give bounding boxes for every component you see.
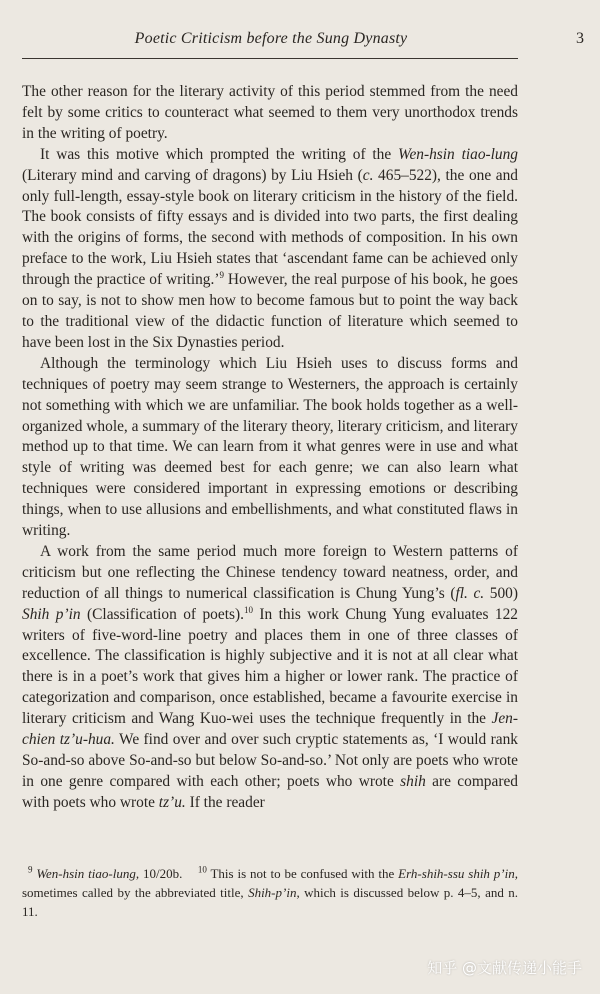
paragraph-3 <box>22 354 518 542</box>
watermark: 知乎 @文献传递小能手 <box>427 959 582 977</box>
footnote-9-text: 10/20b. <box>139 866 183 881</box>
footnote-10-title-2: Shih-p’in, <box>248 885 300 900</box>
p2-text-c: 465–522), the one and only full-length, essay-style book on literary criticism in the history of the field. The book consists of fifty essays and is divided into two parts, the first dealing with the origins of forms, the second with methods of composition. In his own preface to the work, Liu Hsieh states that ‘ascendant fame can be achieved only through the practice of writing.’ <box>22 166 519 289</box>
p4-text-a: A work from the same period much more foreign to Western patterns of criticism but one reflecting the Chinese tendency toward neatness, order, and reduction of all things to numerical classification is Chung Yung’s ( <box>22 542 518 602</box>
footnote-10-text-a: This is not to be confused with the <box>206 866 399 881</box>
term-shih: shih <box>400 772 426 790</box>
running-title: Poetic Criticism before the Sung Dynasty <box>134 30 408 47</box>
paragraph-2 <box>22 145 518 354</box>
footnote-10-mark: 10 <box>197 864 207 875</box>
footnote-9-title: Wen-hsin tiao-lung, <box>36 866 140 881</box>
p4-text-d: In this work Chung Yung evaluates 122 writers of five-word-line poetry and places them in one of three classes of excellence. The classification is highly subjective and it is not at all clear what there is in a poet’s work that gives him a higher or lower rank. The practice of categorization and comparison, once established, became a favourite exercise in literary criticism and Wang Kuo-wei uses the technique frequently in the <box>22 605 518 728</box>
body-text <box>22 82 518 814</box>
paragraph-1 <box>22 82 518 145</box>
footnote-9-mark: 9 <box>28 864 33 875</box>
paragraph-4 <box>22 542 518 814</box>
footnote-ref-9[interactable]: 9 <box>219 270 224 281</box>
footnote-ref-10[interactable]: 10 <box>243 604 253 615</box>
footnote-10-text-b: sometimes called by the abbreviated title, <box>22 885 249 900</box>
p2-text-a: It was this motive which prompted the writing of the <box>40 145 399 163</box>
running-head <box>22 30 584 54</box>
footnote-10-text-c: which is discussed below p. 4–5, and n. 11. <box>22 885 519 919</box>
floruit-abbrev: fl. c. <box>455 584 485 602</box>
p2-text-b: (Literary mind and carving of dragons) by Liu Hsieh ( <box>22 166 363 184</box>
term-tzu: tz’u. <box>158 793 186 811</box>
p4-text-b: 500) <box>484 584 518 602</box>
p4-text-c: (Classification of poets). <box>80 605 244 623</box>
circa-abbrev: c. <box>362 166 374 184</box>
book-title-shih-pin: Shih p’in <box>22 605 81 623</box>
book-title-wen-hsin: Wen-hsin tiao-lung <box>398 145 518 163</box>
book-title-jen-chien: Jen-chien tz’u-hua. <box>22 710 518 749</box>
footnotes <box>22 864 518 921</box>
header-rule <box>22 58 518 59</box>
paragraph-1-text: The other reason for the literary activity of this period stemmed from the need felt by some critics to counteract what seemed to them very unorthodox trends in the writing of poetry. <box>22 83 518 142</box>
p2-text-d: However, the real purpose of his book, he goes on to say, is not to show men how to become famous but to point the way back to the traditional view of the didactic function of literature which seemed to have been lost in the Six Dynasties period. <box>22 271 518 351</box>
footnote-10-title: Erh-shih-ssu shih p’in, <box>398 866 518 881</box>
paragraph-3-text: Although the terminology which Liu Hsieh uses to discuss forms and techniques of poetry may seem strange to Westerners, the approach is certainly not something with which we are unfamiliar. The book holds together as a well-organized whole, a summary of the literary theory, literary criticism, and literary method up to that time. We can learn from it what genres were in use and what style of writing was deemed best for each genre; we can also learn what techniques were considered important in expressing emotions or describing things, when to use allusions and embellishments, and what constituted flaws in writing. <box>22 354 518 540</box>
p4-text-f: are compared with poets who wrote <box>22 772 518 811</box>
p4-text-g: If the reader <box>185 793 265 811</box>
p4-text-e: We find over and over such cryptic statements as, ‘I would rank So-and-so above So-and-so but below So-and-so.’ Not only are poets who wrote in one genre compared with each other; poets who wrote <box>22 731 518 790</box>
footnote-block <box>22 864 518 921</box>
page-number: 3 <box>576 30 584 47</box>
